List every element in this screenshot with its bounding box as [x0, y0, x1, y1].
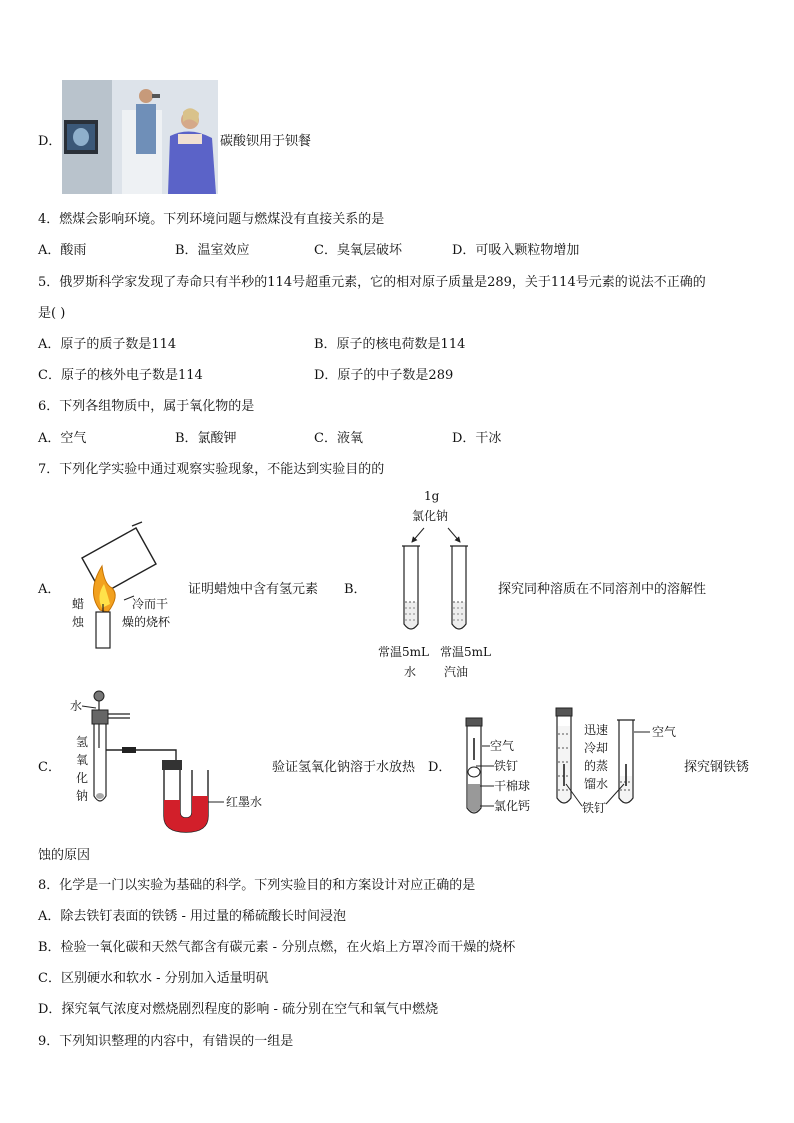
candle-beaker-diagram	[64, 500, 190, 650]
boiled-label-2: 冷却	[584, 741, 609, 755]
cotton-label: 干棉球	[494, 779, 531, 793]
q4-option-d: D．可吸入颗粒物增加	[452, 243, 580, 258]
q7-b-caption: 探究同种溶质在不同溶剂中的溶解性	[498, 582, 707, 597]
q8-option-d: D．探究氧气浓度对燃烧剧烈程度的影响 - 硫分别在空气和氧气中燃烧	[38, 1002, 439, 1017]
q7-d-letter: D．	[428, 760, 452, 775]
q8-option-c: C．区别硬水和软水 - 分别加入适量明矾	[38, 971, 269, 986]
salt-label: 氯化钠	[412, 509, 449, 523]
beaker-label-1: 冷而干	[132, 597, 169, 611]
naoh-heat-u-tube-diagram	[66, 688, 276, 838]
water-label: 水	[70, 699, 83, 713]
tube-left-label-2: 水	[404, 665, 417, 679]
q5-option-d: D．原子的中子数是289	[314, 368, 454, 383]
q8-option-b: B．检验一氧化碳和天然气都含有碳元素 - 分别点燃，在火焰上方罩冷而干燥的烧杯	[38, 940, 516, 955]
q8-option-a: A．除去铁钉表面的铁锈 - 用过量的稀硫酸长时间浸泡	[38, 909, 347, 924]
red-ink-label: 红墨水	[226, 795, 263, 809]
q8-stem: 8．化学是一门以实验为基础的科学。下列实验目的和方案设计对应正确的是	[38, 878, 476, 893]
naoh-label-3: 化	[76, 771, 89, 785]
naoh-label-4: 钠	[76, 789, 89, 803]
q5-stem-line2: 是( )	[38, 306, 66, 321]
boiled-label-1: 迅速	[584, 723, 609, 737]
q4-stem: 4．燃煤会影响环境。下列环境问题与燃煤没有直接关系的是	[38, 212, 385, 227]
q5-option-b: B．原子的核电荷数是114	[314, 337, 466, 352]
q6-option-c: C．液氧	[314, 431, 363, 446]
candle-label-2: 烛	[72, 615, 85, 629]
candle-label-1: 蜡	[72, 597, 85, 611]
q3-option-d-caption: 碳酸钡用于钡餐	[220, 134, 312, 149]
q7-c-letter: C．	[38, 760, 61, 775]
solubility-test-tubes-diagram	[372, 484, 500, 684]
air-label-2: 空气	[652, 725, 677, 739]
boiled-label-4: 馏水	[584, 777, 609, 791]
naoh-label-2: 氧	[76, 753, 89, 767]
q7-a-letter: A．	[38, 582, 61, 597]
q7-b-letter: B．	[344, 582, 367, 597]
cacl2-label: 氯化钙	[494, 799, 531, 813]
tube-right-label-1: 常温5mL	[440, 645, 491, 659]
q6-option-d: D．干冰	[452, 431, 502, 446]
q5-stem-line1: 5．俄罗斯科学家发现了寿命只有半秒的114号超重元素，它的相对原子质量是289，关于114号元素的说法不正确的	[38, 275, 706, 290]
q3-option-d-letter: D．	[38, 134, 62, 149]
q4-option-c: C．臭氧层破坏	[314, 243, 402, 258]
barium-meal-photo	[62, 80, 218, 194]
rust-test-tubes-diagram	[456, 704, 686, 826]
q5-option-a: A．原子的质子数是114	[38, 337, 177, 352]
q7-a-caption: 证明蜡烛中含有氢元素	[188, 582, 319, 597]
naoh-label-1: 氢	[76, 735, 89, 749]
nail-label-1: 铁钉	[494, 759, 519, 773]
q4-option-b: B．温室效应	[175, 243, 250, 258]
q9-stem: 9．下列知识整理的内容中，有错误的一组是	[38, 1034, 294, 1049]
air-label-1: 空气	[490, 739, 515, 753]
tube-right-label-2: 汽油	[444, 665, 469, 679]
q6-option-a: A．空气	[38, 431, 87, 446]
q5-option-c: C．原子的核外电子数是114	[38, 368, 203, 383]
q4-option-a: A．酸雨	[38, 243, 87, 258]
q7-stem: 7．下列化学实验中通过观察实验现象，不能达到实验目的的	[38, 462, 385, 477]
nail-label-2: 铁钉	[582, 801, 607, 815]
q7-d-caption-line2: 蚀的原因	[38, 848, 91, 863]
tube-left-label-1: 常温5mL	[378, 645, 429, 659]
q7-d-caption-line1: 探究钢铁锈	[684, 760, 750, 775]
q7-c-caption: 验证氢氧化钠溶于水放热	[272, 760, 416, 775]
q6-option-b: B．氯酸钾	[175, 431, 237, 446]
boiled-label-3: 的蒸	[584, 759, 609, 773]
mass-label: 1g	[424, 489, 440, 503]
beaker-label-2: 燥的烧杯	[122, 615, 171, 629]
q6-stem: 6．下列各组物质中，属于氧化物的是	[38, 399, 255, 414]
